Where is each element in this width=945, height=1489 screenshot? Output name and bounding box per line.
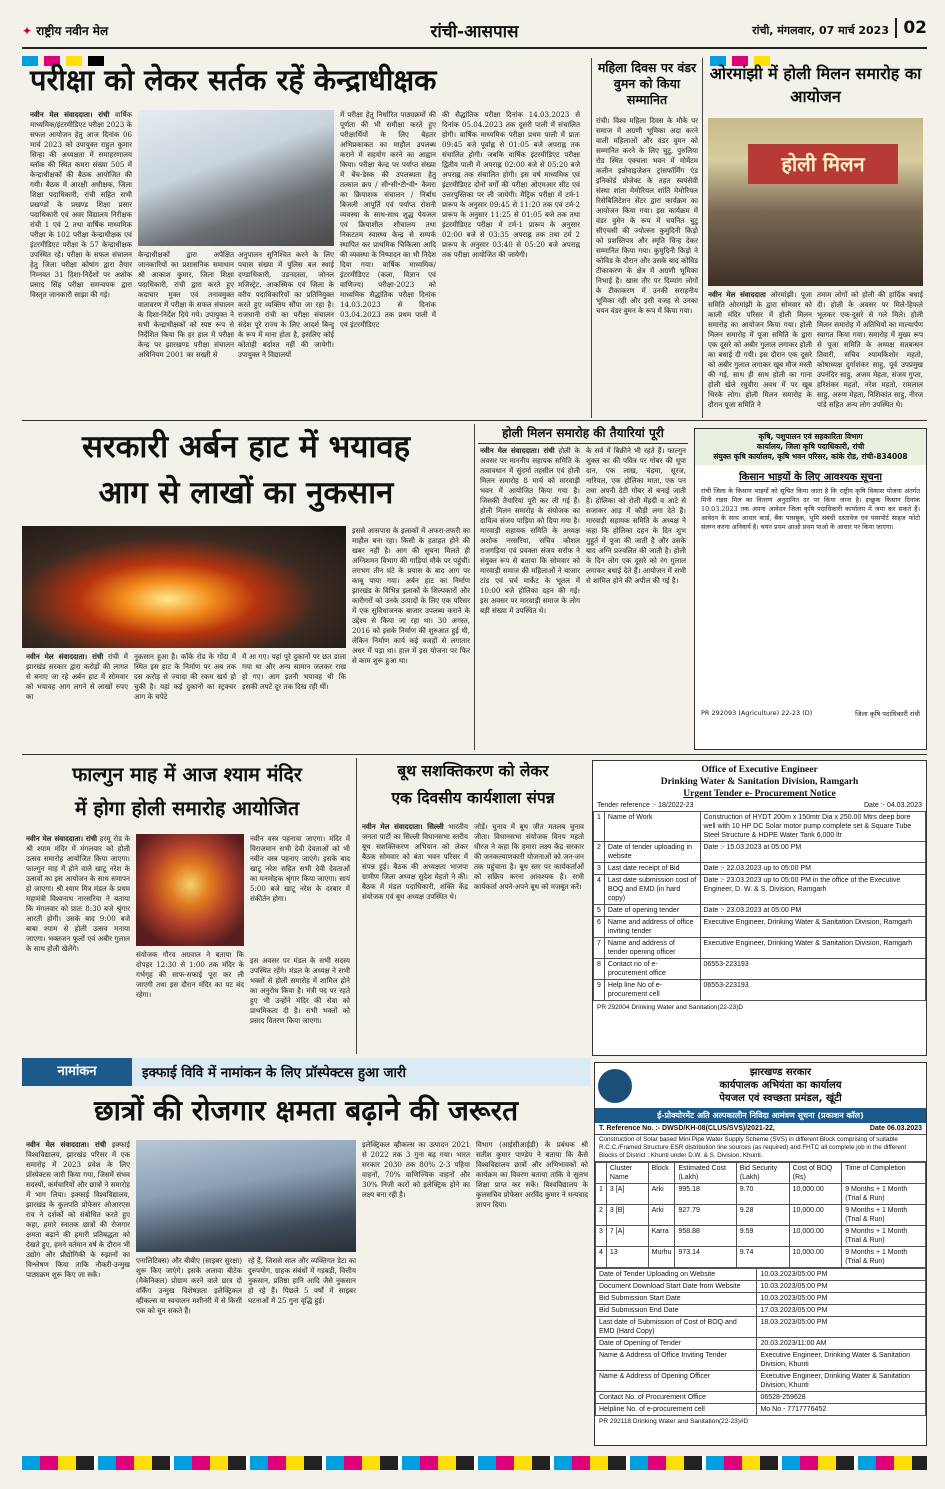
story4-col2: नुकसान हुआ है। काँके रोड के गोंदा में स्थित इस हाट के निर्माण पर अब तक दस करोड़ से ज्यादा की रकम खर्च हो चुकी है। यहां कई दुकानों का स्ट्रक्चर आग के चपेटे <box>134 652 236 701</box>
dateline: रांची, मंगलवार, 07 मार्च 2023 <box>752 24 889 37</box>
table-cell: 5 <box>594 905 605 917</box>
khunti-footer: PR 292118 Drinking Water and Sanitation(22-23)#D <box>599 1418 749 1425</box>
table-cell: 10,000.00 <box>789 1247 842 1268</box>
tender-footer: PR 292004 Drinking Water and Sanitation(22-23)D <box>597 1004 744 1011</box>
table-header: Cluster Name <box>606 1163 648 1184</box>
krishi-dept: कृषि, पशुपालन एवं सहकारिता विभाग <box>758 432 863 441</box>
krishi-heading: किसान भाइयों के लिए आवश्यक सूचना <box>739 472 882 483</box>
column-rule <box>356 758 357 1054</box>
story8-col2: एनालिटिक्स) और बीबीए (साइबर सुरक्षा) शुरू किए जाएंगे। इसके अलावा बीटेक (मैकेनिकल) प्रोग्राम करने वाले छात्र दो वर्किंग उन्मुख विशेषज्ञता इलेक्ट्रिकल व्हीकल्स या स्वचालन मशीनरी में से किसी एक को चुन सकते हैं। <box>136 1256 242 1315</box>
table-cell: Mo No - 7717776452 <box>757 1404 926 1416</box>
color-registration-bar <box>22 51 927 55</box>
story6-headline <box>22 758 352 830</box>
table-row <box>594 842 926 863</box>
story5-col2: के सर्व में बिक्रीने भी रहते हैं। फाल्गुन शुक्ल का की पवित्र पर गोबर की धूपा दान, एक लाख, चंद्रमा, सूरज, नारियल, एक होलिका माता, एक पन तथा अपनी देटी गोबर से बनाई जाती है। होलिका को रोली मेंहदी व आटे से सजाकर आड़ में कौड़ी लगा देते हैं। मारवाड़ी सहायक समिति के अध्यक्ष ने कहा कि होलिका दहन के दिन शुभ मुहूर्त में पूजा की जाती है और उसके बाद अग्नि प्रज्वलित की जाती है। होली के दिन लोग एक दूसरे को रंग गुलाल लगाकर बधाई देते हैं। आयोजन में सभी से शामिल होने की अपील की गई है। <box>586 446 686 585</box>
table-cell: 3 [A] <box>606 1184 648 1205</box>
edition-name: रांची-आसपास <box>430 22 519 42</box>
story8-photo <box>136 1140 356 1252</box>
masthead-rule <box>22 47 927 49</box>
table-row <box>596 1404 926 1416</box>
table-cell: 10,000.00 <box>789 1205 842 1226</box>
table-cell: Construction of HYDT 200m x 150mtr Dia x 250.00 Mtrs deep bore well with 10 HP DC Solar motor pump complete set & Square Tube Steel Structure & HDPE Water Tank 6,000 ltr <box>700 812 926 842</box>
story3-col1 <box>708 290 812 415</box>
story4-col3: में आ गए। यहां पूरे दुकानों पर छत डाला गया था और अन्य सामान जलकर राख हो गए। आग इतनी भयावह थी कि इसकी लपटें दूर तक दिख रही थीं। <box>242 652 346 691</box>
table-cell: 06553-223193 <box>700 980 926 1001</box>
story1-text-1: वार्षिक माध्यमिक/इंटरमीडिएट परीक्षा 2023 के सफल आयोजन हेतु आज दिनांक 06 मार्च 2023 को उपायुक्त राहुल कुमार सिन्हा की अध्यक्षता में समाहरणालय ब्लॉक की स्थित कमरा संख्या 505 में केन्द्राधीक्षकों की बैठक आयोजित की गयी। बैठक में आरक्षी अधीक्षक, जिला शिक्षा पदाधिकारी, रांची सहित सभी प्रखण्डों के प्रखण्ड शिक्षा प्रसार पदाधिकारी एवं अवर विद्यालय निरीक्षक रांची 1 एवं 2 तथा वार्षिक माध्यमिक परीक्षा के 102 परीक्षा केन्द्राधीक्षक एवं इंटरमीडिएट परीक्षा के 57 केन्द्राधीक्षक उपस्थित रहे। परीक्षा के सफल संचालन हेतु जिला परीक्षा कोषांग द्वारा तैयार निम्नवत 31 दिशा-निर्देशों पर अशोक प्रसाद सिंह परीक्षा समन्वयक द्वारा विस्तृत जानकारी साझा की गई। <box>30 110 132 299</box>
table-cell: 7 [A] <box>606 1226 648 1247</box>
engineer-tender-notice <box>592 760 927 1056</box>
table-row <box>596 1305 926 1317</box>
table-cell: Date of Opening of Tender <box>596 1338 757 1350</box>
section-label: नामांकन <box>22 1058 132 1086</box>
story1-headline: परीक्षा को लेकर सर्तक रहें केन्द्राधीक्षक <box>30 63 437 97</box>
story1-col1 <box>30 110 132 410</box>
table-cell: 4 <box>596 1247 607 1268</box>
table-cell: Name & Address of Opening Officer <box>596 1371 757 1392</box>
table-cell: 1 <box>594 812 605 842</box>
table-row <box>594 980 926 1001</box>
story5-headline: होली मिलन समारोह की तैयारियां पूरी <box>478 424 688 444</box>
table-cell: Last date submission cost of BOQ and EMD (in hard copy) <box>604 875 700 905</box>
table-cell: Bid Submission Start Date <box>596 1293 757 1305</box>
story7-byline: नवीन मेल संवाददाता। सिल्ली <box>362 822 444 831</box>
tender-ref: Tender reference :- 18/2022-23 <box>597 802 694 809</box>
khunti-dates-table <box>595 1268 926 1416</box>
khunti-ref: T. Reference No. :- DWSD/KH-08(CLUS/SVS)/2021-22, <box>599 1125 775 1132</box>
khunti-notice-title: ई-प्रोक्योरमेंट अति अल्पकालीन निविदा आमंत्रण सूचना (प्रकाशन कॉल) <box>595 1108 926 1123</box>
table-cell: Helpline No. of e-procurement cell <box>596 1404 757 1416</box>
table-cell: Date of opening tender <box>604 905 700 917</box>
table-header-row <box>596 1163 926 1184</box>
table-cell: 9.74 <box>736 1247 789 1268</box>
story3-byline: नवीन मेल संवाददाता <box>708 290 766 299</box>
table-cell: 18.03.2023/05:00 PM <box>757 1317 926 1338</box>
story1-col5: की सैद्धांतिक परीक्षा दिनांक 14.03.2023 से दिनांक 05.04.2023 तक दूसरी पाली में संचालित होगी। वार्षिक माध्यमिक परीक्षा प्रथम पाली में प्रातः 09:45 बजे पूर्वाह्न से 01:05 बजे अपराह्न तक संचालित होगी। जबकि वार्षिक इंटरमीडिएट परीक्षा द्वितीय पाली में अपराह्न 02:00 बजे से 05:20 बजे अपराह्न तक संचालित होगी। इस वर्ष माध्यमिक एवं इंटरमीडिएट दोनों वर्गों की परीक्षा ओएमआर सीट एवं उत्तरपुस्तिका पर ली जायेगी। मैट्रिक परीक्षा में टर्म-1 प्रारूप के अनुसार 09:45 से 11:20 तक एवं टर्म-2 प्रारूप के अनुसार 11:25 से 01:05 बजे तक तथा इंटरमीडिएट परीक्षा में टर्म-1 प्रारूप के अनुसार 02:00 बजे से 03:35 अपराह्न तक तथा टर्म 2 प्रारूप के अनुसार 03:40 से 05:20 बजे अपराह्न तक परीक्षा आयोजित की जायेगी। <box>442 110 580 259</box>
krishi-notice <box>694 428 927 750</box>
table-row <box>596 1205 926 1226</box>
table-cell: 9.59 <box>736 1226 789 1247</box>
jharkhand-emblem-icon <box>598 1069 632 1103</box>
khunti-tender-notice <box>594 1062 927 1446</box>
table-cell: 9.28 <box>736 1205 789 1226</box>
newspaper-logo: ✦ राष्ट्रीय नवीन मेल <box>22 24 109 38</box>
table-row <box>596 1269 926 1281</box>
table-cell: Date :- 23.03.2023 up to 05:00 PM in the office of the Executive Engineer, D. W. & S. Division, Ramgarh <box>700 875 926 905</box>
table-row <box>596 1247 926 1268</box>
column-rule <box>591 58 592 418</box>
tender-table <box>593 811 926 1001</box>
khunti-office: कार्यपालक अभियंता का कार्यालय <box>719 1080 842 1091</box>
story6-shyam-photo <box>136 834 244 946</box>
section-rule <box>22 420 927 421</box>
story4-headline-line2: आग से लाखों का नुकसान <box>98 475 394 511</box>
story2-text: रांची। विश्व महिला दिवस के मौके पर समाज में अग्रणी भूमिका अदा करने वाली महिलाओं और वंडर वुमन को सम्मानित करने के लिए चुटु, पुरुलिया रोड स्थित एक्चला भवन में मोमेंटम कलीन इन्नोवाइजेशन ट्रांसफॉर्मिंग एंड इनिकोर्ड प्रोजेक्ट के तहत स्वयंसेवी संस्था शांता मेमोरियल शांति मेमोरियल रिसेबिलिटेशन सेंटर द्वारा कार्यक्रम का आयोजन किया गया। इस कार्यक्रम में वंडर वुमेन के रूप में चयनित चुटु सीएचसी की ज्योत्स्ना कुमुदिनी किड़ो को प्रशस्तिपत्र और स्मृति चिन्ह देकर सम्मानित किया गया। कुमुदिनी किड़ो ने कोविड के दौरान और उसके बाद कोविड टीकाकरण के क्षेत्र में अग्रणी भूमिका निभाई है। खास तौर पर दिव्यांग लोगों के टीकाकरण में उनकी सराहनीय भूमिका रही और इसी वजह से उनका चयन वंडर वुमन के रूप में किया गया। <box>596 116 698 315</box>
story6-col2: संयोजक गौरव अग्रवाल ने बताया कि दोपहर 12:30 से 1:00 तक मंदिर के गर्भगृह की साफ-सफाई पूरा कर ली जाएगी तथा इस दौरान मंदिर का पट बंद रहेगा। <box>136 950 244 999</box>
story7-col2: जोड़ें। चुनाव में बूथ जीत मतलब चुनाव जीता। विधानसभा संयोजक विनय महतो धीरज ने कहा कि हमारा लक्ष्य केंद्र सरकार की जनकल्याणकारी योजनाओं को जन-जन तक पहुंचाना है। बूथ स्तर पर कार्यकर्ताओं को सक्रिय करना आवश्यक है। सभी कार्यकर्ता अपने-अपने बूथ को मजबूत करें। <box>474 822 584 891</box>
story4-col1 <box>26 652 128 750</box>
table-cell: 10.03.2023/05:00 PM <box>757 1281 926 1293</box>
krishi-body: रांची जिला के किसान भाइयों को सूचित किया जाता है कि राष्ट्रीय कृषि विकास योजना अंतर्गत मिनी राइस मिल का वितरण अनुदानित दर पर किया जाना है। इच्छुक किसान दिनांक 10.03.2023 तक अपना आवेदन जिला कृषि पदाधिकारी कार्यालय में जमा कर सकते हैं। आवेदन के साथ आधार कार्ड, बैंक पासबुक, भूमि संबंधी दस्तावेज एवं पासपोर्ट साइज फोटो संलग्न करना अनिवार्य है। चयन प्रथम आओ प्रथम पाओ के आधार पर किया जाएगा। <box>701 487 920 531</box>
table-cell: 13 <box>606 1247 648 1268</box>
story7-headline-line2: एक दिवसीय कार्यशाला संपन्न <box>391 789 555 807</box>
story8-headline: छात्रों की रोजगार क्षमता बढ़ाने की जरूरत <box>93 1094 519 1127</box>
table-cell: Name and address of tender opening officer <box>604 938 700 959</box>
table-cell: Bid Submission End Date <box>596 1305 757 1317</box>
story3-headline: ओरमांझी में होली मिलन समारोह का आयोजन <box>709 64 922 106</box>
table-cell: Date :- 23.03.2023 at 05:00 PM <box>700 905 926 917</box>
story6-text-a: हरमू रोड के श्री श्याम मंदिर में मंगलवार को होली उत्सव समारोह आयोजित किया जाएगा। फाल्गुन माह में होने वाले खाटू नरेश के उत्सवों का इस आयोजन के साथ समापन हो जाएगा। श्री श्याम मित्र मंडल के प्रथम महामंत्री विश्वनाथ नारसरिया ने बताया कि मंगलवार को प्रातः 8:30 बजे श्रृंगार आरती होगी। उसके बाद 9:00 बजे बाबा श्याम से होली उत्सव मनाया जाएगा। भक्तजन फूलों एवं अबीर गुलाल के साथ होली खेलेंगे। <box>26 834 130 953</box>
krishi-sign: जिला कृषि पदाधिकारी रांची <box>855 710 920 718</box>
table-header: Block <box>648 1163 675 1184</box>
story6-headline-line1: फाल्गुन माह में आज श्याम मंदिर <box>72 763 302 786</box>
table-cell: Executive Engineer, Drinking Water & Sanitation Division, Ramgarh <box>700 938 926 959</box>
table-header: Cost of BOQ (Rs) <box>789 1163 842 1184</box>
table-header <box>596 1163 607 1184</box>
table-cell: 9.70 <box>736 1184 789 1205</box>
table-cell: 973.14 <box>675 1247 736 1268</box>
table-cell: 995.18 <box>675 1184 736 1205</box>
table-row <box>594 875 926 905</box>
khunti-work: Construction of Solar based Mini Pipe Water Supply Scheme (SVS) in different Block comprising of suitable R.C.C./Framed Structure ESR distribution line sources (as required) and FHTC all complete job in the different Blocks of District : Khunti under D.W. & S. Division, Khunti. <box>595 1134 926 1162</box>
table-cell: Date :- 15.03.2023 at 05:00 PM <box>700 842 926 863</box>
tender-division: Drinking Water & Sanitation Division, Ramgarh <box>660 777 859 787</box>
khunti-table <box>595 1162 926 1268</box>
table-cell: 8 <box>594 959 605 980</box>
story1-col2: केन्द्राधीक्षकों द्वारा अपेक्षित जानकारियों का प्रशासनिक समाधान श्री आकाश कुमार, जिला शिक्षा पदाधिकारी, रांची द्वारा करते हुए कदाचार मुक्त एवं तनावमुक्त वातावरण में परीक्षा के सफल संचालन के दिशा-निर्देश दिये गये। उपायुक्त ने सभी केन्द्राधीक्षकों को स्पष्ट रूप से निर्देशित किया कि हर हाल में परीक्षा केन्द्र पर झारखण्ड परीक्षा संचालन अधिनियम 2001 का सख्ती से <box>138 250 234 359</box>
table-cell: 1 <box>596 1184 607 1205</box>
table-cell: 10,000.00 <box>789 1226 842 1247</box>
table-cell: 3 <box>596 1226 607 1247</box>
story5-text-a: होली के अवसर पर माननीय सहायक समिति के तत्वावधान में सुंदर्मा तहसील एवं होली मिलन समारोह 8 मार्च को मारवाड़ी भवन में आयोजित किया गया है। जिसकी तैयारियां पूरी कर ली गई हैं। होली मिलन समारोह के संयोजक का दायित्व संजय पाड़िया को दिया गया है। मारवाड़ी सहायक समिति के अध्यक्ष अशोक नरसरिया, सचिव कौशल राजगड़िया एवं प्रवक्ता संजय सर्राफ ने संयुक्त रूप से बताया कि सोमवार को मारवाड़ी समाज की महिलाओं ने बाजार टांड एवं चर्च मार्केट के भूतल में 10:00 बजे होलिका दहन की गई। इस अवसर पर मारवाड़ी समाज के लोग बड़ी संख्या में उपस्थित थे। <box>480 446 580 615</box>
table-row <box>596 1293 926 1305</box>
story7-col1 <box>362 822 468 1052</box>
story3-text-a: ओरमांझी। पूजा समिति ओरमांझी के द्वारा सोमवार को काली मंदिर परिसर में होली मिलन समारोह का आयोजन किया गया। होली मिलन समारोह में पूजा समिति के द्वारा एक दूसरे को अबीर गुलाल लगाकर होली का बधाई दी गयी। इस दौरान एक दूसरे को अबीर गुलाल लगाकर खूब मौज मस्ती की गई, साथ ही साथ होली का गाना होली खेले रघुवीरा अवध में पर खूब थिरके लोग। होली मिलन समारोह के दौरान पूजा समिति ने <box>708 290 812 409</box>
story4-fire-photo <box>22 526 346 648</box>
table-cell: 6 <box>594 917 605 938</box>
story8-col1 <box>26 1140 130 1440</box>
story7-headline-line1: बूथ सशक्तिकरण को लेकर <box>397 762 549 780</box>
table-cell: Name of Work <box>604 812 700 842</box>
table-cell: Last date receipt of Bid <box>604 863 700 875</box>
table-cell: 3 [B] <box>606 1205 648 1226</box>
story4-col4: इससे आसपास के इलाकों में अफरा-तफरी का माहौल बना रहा। किसी के हताहत होने की खबर नहीं है। आग की सूचना मिलते ही अग्निशमन विभाग की गाड़ियां मौके पर पहुंचीं। लगभग तीन घंटे के प्रयास के बाद आग पर काबू पाया गया। अर्बन हाट का निर्माण झारखंड के विभिन्न इलाकों के शिल्पकारों और कारीगरों को उनके उत्पादों के लिए एक परिसर में एक सुविधाजनक बाजार उपलब्ध कराने के उद्देश्य से किया जा रहा था। 30 अगस्त, 2016 को इसके निर्माण की शुरुआत हुई थी, लेकिन निर्माण कार्य कई वजहों से लगातार अधर में पड़ा था। हाल में इस योजना पर फिर से काम शुरू हुआ था। <box>352 526 470 665</box>
tender-title: Urgent Tender e- Procurement Notice <box>683 789 836 799</box>
story8-col4: इलेक्ट्रिकल व्हीकल्स का उत्पादन 2021 से 2022 तक 3 गुना बढ़ गया। भारत सरकार 2030 तक 80% 2-3 पहिया वाहनों, 70% वाणिज्यिक वाहनों और 30% निजी कारों को इलेक्ट्रिक होने का लक्ष्य बना रही है। <box>362 1140 470 1199</box>
table-row <box>594 863 926 875</box>
khunti-date: Date 06.03.2023 <box>869 1125 922 1132</box>
story7-text-a: भारतीय जनता पार्टी का सिल्ली विधानसभा स्तरीय बूथ सशक्तिकरण अभियान को लेकर बैठक सोमवार को बंता भवन परिसर में संपन्न हुई। बैठक की अध्यक्षता भाजपा ग्रामीण जिला अध्यक्ष सुदेश मेहतो ने की। बैठक में मंडल पदाधिकारी, शक्ति केंद्र संयोजक एवं बूथ अध्यक्ष उपस्थित थे। <box>362 822 468 901</box>
table-row <box>594 959 926 980</box>
story4-headline-line1: सरकारी अर्बन हाट में भयावह <box>81 429 411 465</box>
table-cell: Executive Engineer, Drinking Water & Sanitation Division, Ramgarh <box>700 917 926 938</box>
tender-date: Date :- 04.03.2023 <box>864 802 922 809</box>
story1-col4: में परीक्षा हेतु निर्धारित पाठ्यक्रमों की पूर्णता की भी समीक्षा करते हुए परीक्षार्थियों के लिए बेहतर अभिप्रकाकत का माहौल उपलब्ध कराने में सहयोग करने का आह्वान किया। परीक्षा केन्द्र पर पर्याप्त संख्या में बेंच-डेस्क की उपलब्धता हेतु तत्काल क्रय / सी॰सी॰टी॰वी॰ कैमरा का क्रियाशक संचालन / निर्बाध बिजली आपूर्ति एवं पर्याप्त रोशनी व्यवस्था के साथ-साथ शुद्ध पेयजल एवं क्रियाशील शौचालय तथा निकटतम स्वास्थ्य केन्द्र से सम्पर्क स्थापित कर प्राथमिक चिकित्सा आदि की व्यवस्था के निष्पादन का भी निदेश दिया गया। वार्षिक माध्यमिक/ इंटरमीडिएट (कला, विज्ञान एवं वाणिज्य) परीक्षा-2023 को माध्यमिक सैद्धांतिक परीक्षा दिनांक 14.03.2023 से दिनांक 03.04.2023 तक प्रथम पाली में एवं इंटरमीडिएट <box>340 110 436 329</box>
krishi-office: कार्यालय, जिला कृषि पदाधिकारी, रांची <box>756 442 865 451</box>
masthead <box>22 16 927 46</box>
story4-byline: नवीन मेल संवाददाता। रांची <box>26 652 104 661</box>
table-cell: 10.03.2023/05:00 PM <box>757 1269 926 1281</box>
table-cell: 10,000.00 <box>789 1184 842 1205</box>
table-row <box>596 1317 926 1338</box>
table-cell: 9 Months + 1 Month (Trial & Run) <box>842 1205 926 1226</box>
table-cell: 10.03.2023/05:00 PM <box>757 1293 926 1305</box>
table-row <box>594 938 926 959</box>
table-row <box>594 905 926 917</box>
section-rule <box>22 754 927 755</box>
table-cell: Karra <box>648 1226 675 1247</box>
table-cell: 9 Months + 1 Month (Trial & Run) <box>842 1226 926 1247</box>
table-cell: 2 <box>596 1205 607 1226</box>
table-cell: Date of tender uploading in website <box>604 842 700 863</box>
table-cell: 9 Months + 1 Month (Trial & Run) <box>842 1247 926 1268</box>
table-cell: Date :- 22.03.2023 up to 05:00 PM <box>700 863 926 875</box>
table-cell: 17.03.2023/05:00 PM <box>757 1305 926 1317</box>
table-cell: 7 <box>594 938 605 959</box>
table-cell: Contact no of e-procurement office <box>604 959 700 980</box>
story8-kicker: इक्फाई विवि में नामांकन के लिए प्रॉस्पेक्टस हुआ जारी <box>142 1065 407 1081</box>
table-row <box>596 1350 926 1371</box>
table-cell: Executive Engineer, Drinking Water & Sanitation Division, Khunti <box>757 1350 926 1371</box>
table-cell: Arki <box>648 1205 675 1226</box>
story4-text-a: रांची में झारखंड सरकार द्वारा करोड़ों की लागत से बनाए जा रहे अर्बन हाट में सोमवार को भयावह आग लगने से लाखों रुपए का <box>26 652 128 701</box>
tender-office: Office of Executive Engineer <box>701 765 818 775</box>
table-row <box>594 812 926 842</box>
table-cell: Executive Engineer, Drinking Water & Sanitation Division, Khunti <box>757 1371 926 1392</box>
table-cell: 2 <box>594 842 605 863</box>
table-cell: Name & Address of Office Inviting Tender <box>596 1350 757 1371</box>
table-cell: 20.03.2023/11:00 AM <box>757 1338 926 1350</box>
khunti-dept: पेयजल एवं स्वच्छता प्रमंडल, खूंटी <box>719 1093 842 1104</box>
table-row <box>596 1371 926 1392</box>
column-rule <box>474 424 475 750</box>
story6-headline-line2: में होगा होली समारोह आयोजित <box>74 797 300 820</box>
story6-col4: इस अवसर पर मंडल के सभी सदस्य उपस्थित रहेंगे। मंडल के अध्यक्ष ने सभी भक्तों से होली समारोह में शामिल होने का अनुरोध किया है। मंत्री पद पर रहते हुए भी उन्होंने मंदिर की सेवा को प्राथमिकता दी है। सभी भक्तों को प्रसाद वितरण किया जाएगा। <box>250 956 350 1025</box>
table-row <box>596 1392 926 1404</box>
bottom-color-bar <box>22 1456 927 1470</box>
khunti-govt: झारखण्ड सरकार <box>749 1067 812 1078</box>
table-cell: Help line No of e-procurement cell <box>604 980 700 1001</box>
story1-col3: अनुपालन सुनिश्चित करने के लिए पचास संख्या में पुलिस बल स्थाई दण्डाधिकारी, उडनदस्ता, जोनल मजिस्ट्रेट, आकस्मिक एवं जिला के वरीय पदाधिकारियों का प्रतिनियुक्त करते हुए व्यक्तिय सौंपा जा रहा है। राजधानी रांची का परीक्षा संचालन संदेश पूरे राज्य के लिए आदर्श बिन्दु के रूप में माना होता है, इसलिए कोई कोताही बर्दाश्त नहीं की जायेगी। उपायुक्त ने विद्यालयों <box>238 250 334 359</box>
table-row <box>596 1226 926 1247</box>
story5-byline: नवीन मेल संवाददाता। रांची <box>480 446 555 455</box>
krishi-address: संयुक्त कृषि कार्यालय, कृषि भवन परिसर, कांके रोड, रांची-834008 <box>713 452 908 461</box>
table-cell: 06528-259628 <box>757 1392 926 1404</box>
story7-headline <box>360 758 586 818</box>
table-row <box>596 1281 926 1293</box>
page-number: 02 <box>895 18 927 38</box>
table-row <box>596 1338 926 1350</box>
table-cell: 927.79 <box>675 1205 736 1226</box>
table-header: Estimated Cost (Lakh) <box>675 1163 736 1184</box>
story1-photo <box>138 110 334 246</box>
paper-name: राष्ट्रीय नवीन मेल <box>36 24 109 38</box>
table-cell: Document Download Start Date from Website <box>596 1281 757 1293</box>
table-cell: 3 <box>594 863 605 875</box>
table-header: Bid Security (Lakh) <box>736 1163 789 1184</box>
table-cell: Last date of Submission of Cost of BOQ and EMD (Hard Copy) <box>596 1317 757 1338</box>
story6-col3: नवीन वस्त्र पहनाया जाएगा। मंदिर में विराजमान सभी देवी देवताओं को भी नवीन वस्त्र पहनाए जाएंगे। इसके बाद खाटू नरेश सहित सभी देवी देवताओं का मनमोहक श्रृंगार किया जाएगा। सायं 5:00 बजे खाटू नरेश के दरबार में संकीर्तन होगा। <box>250 834 350 903</box>
table-cell: Arki <box>648 1184 675 1205</box>
column-rule <box>702 58 703 418</box>
story6-col1 <box>26 834 130 1052</box>
table-row <box>596 1184 926 1205</box>
story4-headline <box>22 424 470 524</box>
table-cell: Name and address of office inviting tender <box>604 917 700 938</box>
table-cell: 9 Months + 1 Month (Trial & Run) <box>842 1184 926 1205</box>
story8-kicker-band <box>22 1058 590 1086</box>
story8-col5: विभाग (आईसीआईडी) के प्रबंधक श्री सतीश कुमार पाण्डेय ने बताया कि कैसे विश्वविद्यालय छात्रों और अभिभावकों को कार्यक्रम का विवरण बताया ताकि वे सुलभ शिक्षा प्राप्त कर सकें। विश्वविद्यालय के कुलसचिव प्रोफेसर अरविंद कुमार ने धन्यवाद ज्ञापन दिया। <box>476 1140 588 1209</box>
story1-byline: नवीन मेल संवाददाता। रांची <box>30 110 110 119</box>
holi-banner: होली मिलन <box>748 144 898 184</box>
table-row <box>594 917 926 938</box>
table-cell: 9 <box>594 980 605 1001</box>
table-cell: 06553-223193 <box>700 959 926 980</box>
table-header: Time of Completion <box>842 1163 926 1184</box>
story5-col1 <box>480 446 580 748</box>
table-cell: Contact No. of Procurement Office <box>596 1392 757 1404</box>
story8-byline: नवीन मेल संवाददाता। रांची <box>26 1140 107 1149</box>
story2-headline: महिला दिवस पर वंडर वुमन को किया सम्मानित <box>597 60 697 107</box>
table-cell: Murhu <box>648 1247 675 1268</box>
table-cell: 958.88 <box>675 1226 736 1247</box>
story8-text-a: इक्फाई विश्वविद्यालय, झारखंड परिसर में एक समारोह में 2023 प्रवेश के लिए प्रॉस्पेक्टस जारी किया गया, जिसमें संभव सदस्यों, कर्मचारियों और छात्रों ने समारोह में भाग लिया। इक्फाई विश्वविद्यालय, झारखंड के कुलपति प्रोफेसर ओआरएस राव ने दर्शकों को संबोधित करते हुए कहा, हमारे स्नातक छात्रों की रोजगार क्षमता बढ़ाने की हमारी प्रतिबद्धता को देखते हुए, हमने वर्तमान वर्ष के दौरान भी उद्योग और प्रौद्योगिकी के रुझानों का विश्लेषण किया ताकि नौकरी-उन्मुख पाठ्यक्रम शुरू किए जा सकें। <box>26 1140 130 1279</box>
story8-col3: रहे हैं, जिससे साल और व्यक्तिगत डेटा का दुरुपयोग, ग्राहक संबंधों में गड़बड़ी, वित्तीय नुकसान, प्रतिष्ठा हानि आदि जैसे नुकसान हो रहे हैं। पिछले 5 वर्षों में साइबर घटनाओं में 25 गुना वृद्धि हुई। <box>248 1256 356 1305</box>
krishi-footer: PR 292093 (Agriculture) 22-23 (D) <box>701 709 813 717</box>
story3-photo <box>708 118 923 286</box>
story6-byline: नवीन मेल संवाददाता। रांची <box>26 834 98 843</box>
story3-col2: तमाम लोगों को होली की हार्दिक बधाई दी। होली के अवसर पर मिले-हिफले भूलकर एक-दूसरे से गले मिले। होली मिलन समारोह में अतिथियों का माल्यार्पण स्वागत किया गया। समारोह में मुख्य रूप से पूजा समिति के अध्यक्ष सतबन्धन तिवारी, सचिव श्यामकिशोर महतो, कोषाध्यक्ष दुर्गाशंकर साहु, पूर्व उपप्रमुख उपनंदिर साहु, अजय मेहता, संजय गुप्ता, हरिशंकर महतो, नरेश महतो, रामलाल साहु, अरुण मेहता, निशिकांत साहु, नीरज पांडे सहित अन्य लोग उपस्थित थे। <box>817 290 923 409</box>
table-cell: 4 <box>594 875 605 905</box>
table-cell: Date of Tender Uploading on Website <box>596 1269 757 1281</box>
